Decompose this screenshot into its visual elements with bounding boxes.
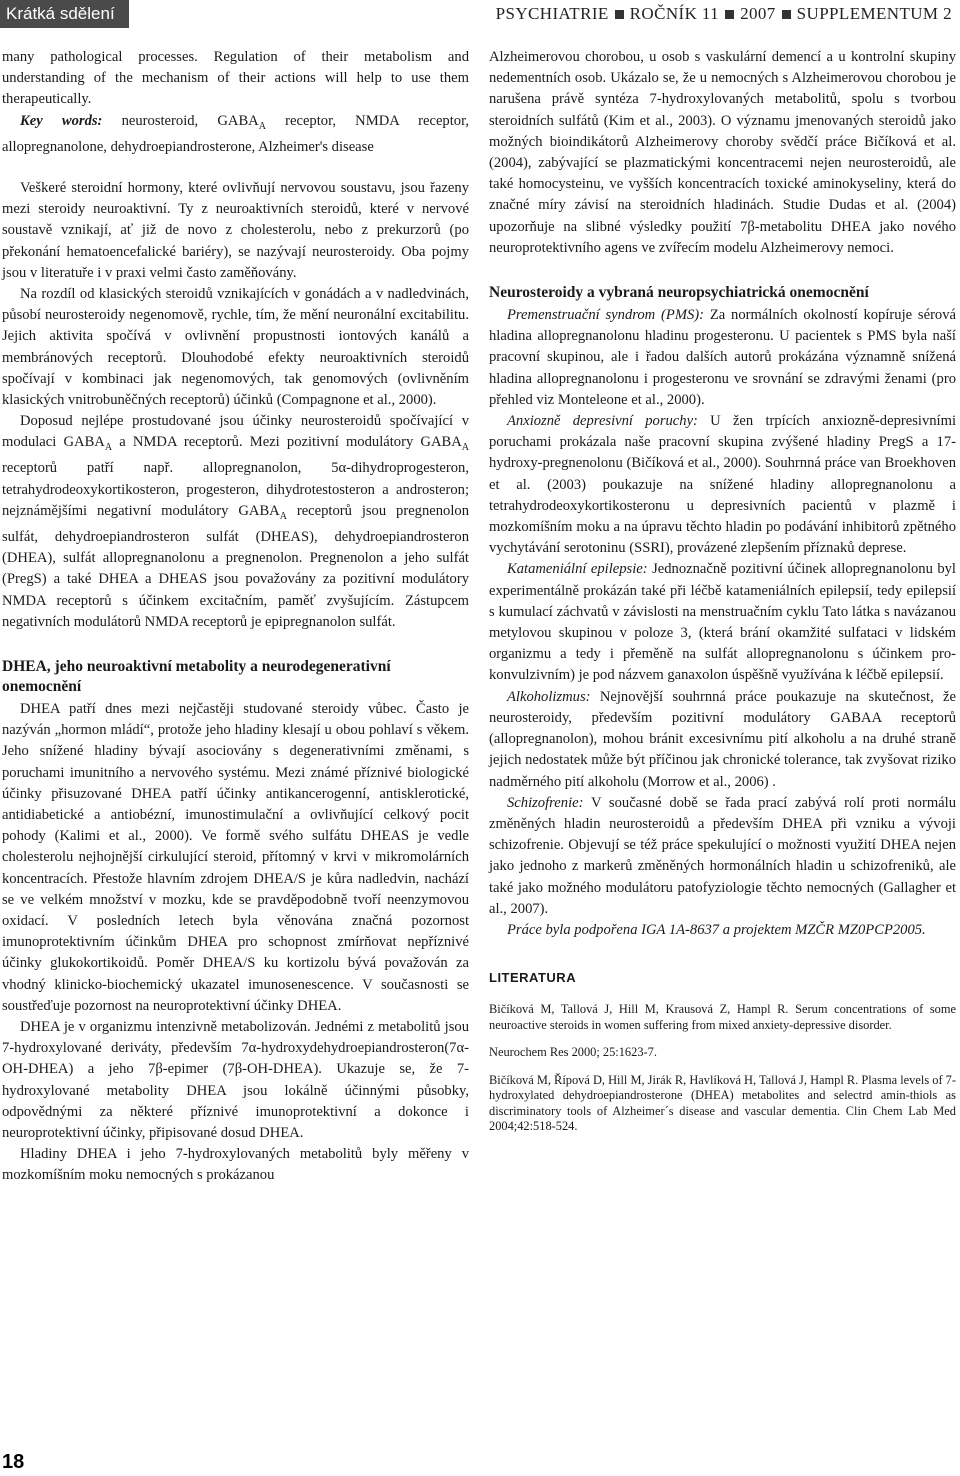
right-column (489, 47, 956, 1147)
section-label: Krátká sdělení (0, 0, 129, 28)
pms-paragraph (489, 305, 956, 411)
separator-square-icon (725, 10, 734, 19)
pms-label: Premenstruační syndrom (PMS): (507, 307, 704, 324)
journal-name: PSYCHIATRIE (495, 4, 609, 23)
separator-square-icon (782, 10, 791, 19)
journal-supplement: SUPPLEMENTUM 2 (796, 4, 952, 23)
page-number: 18 (2, 1451, 25, 1473)
pms-text: Za normálních okolností kopíruje sérová hladina allopregnanolonu hladinu progesteronu. U pacientek s PMS byla naší pracovní skupinou, ale i řadou dalších autorů prokázána významně snížená hladina allopregnanolonu i progesteronu ve srovnání se zdravými ženami (pro přehled viz Monteleone et al., 2000). (489, 307, 957, 408)
acknowledgement: Práce byla podpořena IGA 1A-8637 a projektem MZČR MZ0PCP2005. (507, 921, 926, 938)
journal-year: 2007 (740, 4, 776, 23)
anxiety-paragraph (489, 411, 956, 559)
abstract-end: many pathological processes. Regulation of their metabolism and understanding of the mechanism of their actions will help to use them therapeutically. (2, 49, 469, 108)
epilepsy-text: Jednoznačně pozitivní účinek allopregnanolonu byl experimentálně prokázán také při léčbě katameniálních epilepsií, tedy epilepsií s kumulací záchvatů v závislosti na menstruačním cyklu Tato látka s navázanou metylovou skupinou v poloze 3, (která brání okamžité sulfataci v lidském organizmu a tedy i přeměně na sulfát allopregnanolonu s účinkem pro-konvulzivním) je pod názvem ganaxolon úspěšně využívána k léčbě epilepsií. (489, 561, 956, 684)
keywords-text: neurosteroid, $GABA_A$ receptor, NMDA receptor, allopregnanolone, dehydroepiandrosterone, Alzheimer's disease (2, 112, 470, 155)
anxiety-label: Anxiozně depresivní poruchy: (507, 413, 698, 430)
left-column (2, 47, 469, 1187)
page-header (0, 0, 960, 30)
body-paragraph: Na rozdíl od klasických steroidů vznikajících v gonádách a v nadledvinách, působí neurosteroidy negenomově, rychle, tím, že mění neuronální excitabilitu. Jejich aktivita spočívá v ovlivnění propustnosti iontových kanálů a membránových receptorů. Dlouhodobé efekty neuroaktivních steroidů spočívají v kombinaci jak negenomových, tak genomových (ovlivněním klasických vnitrobuněčných receptorů) účinků (Compagnone et al., 2000). (2, 285, 469, 408)
keywords (2, 111, 469, 158)
reference-item: Bičíková M, Tallová J, Hill M, Krausová Z, Hampl R. Serum concentrations of some neuroactive steroids in women suffering from mixed anxiety-depressive disorder. (489, 1002, 956, 1032)
separator-square-icon (615, 10, 624, 19)
body-paragraph: Veškeré steroidní hormony, které ovlivňují nervovou soustavu, jsou řazeny mezi steroidy neuroaktivní. Ty z neuroaktivních steroidů, které v nervové soustavě vznikají, ať již de novo z cholesterolu, nebo z prekurzorů (po překonání hematoencefalické bariéry), se nazývají neurosteroidy. Oba pojmy jsou v literatuře i v praxi velmi často zaměňovány. (2, 179, 469, 281)
alcoholism-label: Alkoholizmus: (507, 688, 591, 705)
epilepsy-paragraph (489, 559, 956, 686)
alcoholism-paragraph (489, 687, 956, 793)
body-paragraph: Alzheimerovou chorobou, u osob s vaskulární demencí a u kontrolní skupiny nedementních osob. Ukázalo se, že u nemocných s Alzheimerovou chorobou je narušena právě syntéza 7-hydroxylovaných metabolitů, spolu s tvorbou steroidních sulfátů (Kim et al., 2003). O významu jmenovaných steroidů jako možných bioindikátorů Alzheimerovy choroby svědčí práce Bičíková et al. (2004), zabývající se plazmatickými koncentracemi nejen neurosteroidů, ale také homocysteinu, ve vyšších koncentracích toxické aminokyseliny, která do značné míry závisí na steroidních hladinách. Studie Dudas et al. (2004) upozorňuje na slibné výsledky použití 7β-metabolitu DHEA jako nového neuroprotektivního agens ve zvířecím modelu Alzheimerovy nemoci. (489, 49, 956, 256)
body-paragraph: Doposud nejlépe prostudované jsou účinky neurosteroidů spočívající v modulaci $GABA_A$ a NMDA receptorů. Mezi pozitivní modulátory $GABA_A$ receptorů patří např. allopregnanolon, 5α-dihydroprogesteron, tetrahydrodeoxykortikosteron, progesteron, dihydrotestosteron a androsteron; nejznámějšími negativní modulátory $GABA_A$ receptorů jsou pregnenolon sulfát, dehydroepiandrosteron sulfát (DHEAS), dehydroepiandrosteron (DHEA), sulfát allopregnanolonu a pregnenolon. Pregnenolon a jeho sulfát (PregS) a také DHEA a DHEAS jsou považovány za pozitivní modulátory NMDA receptorů s účinkem excitačním, paměť zvyšujícím. Zástupcem negativních modulátorů NMDA receptorů je epipregnanolon sulfát. (2, 413, 469, 630)
anxiety-text: U žen trpících anxiozně-depresivními poruchami prokázala naše pracovní skupina zvýšené hladiny PregS a 17-hydroxy-pregnenolonu (Bičíková et al., 2000). Souhrnná práce van Broekhoven et al. (2003) poukazuje na snížené hladiny allopregnanolonu a tetrahydrodeoxykortikosteronu u depresivních pacientů v plazmě i mozkomíšním moku a na úpravu těchto hladin po podávání inhibitorů zpětného vychytávání serotoninu (SSRI), provázené zlepšením příznaků deprese. (489, 413, 956, 557)
schizophrenia-paragraph (489, 793, 956, 920)
section-heading: Neurosteroidy a vybraná neuropsychiatrická onemocnění (489, 284, 869, 302)
body-paragraph: Hladiny DHEA i jeho 7-hydroxylovaných metabolitů byly měřeny v mozkomíšním moku nemocných s prokázanou (2, 1146, 469, 1184)
journal-volume: ROČNÍK 11 (629, 4, 720, 23)
body-paragraph: DHEA patří dnes mezi nejčastěji studované steroidy vůbec. Často je nazýván „hormon mládí“, protože jeho hladiny klesají u obou pohlaví s věkem. Jeho snížené hladiny bývají asociovány s degenerativními změnami, s poruchami imunitního a nervového systému. Mezi známé příznivé biologické účinky přisuzované DHEA patří účinky antikancerogenní, antisklerotické, antidiabetické a antiobézní, imunostimulační a ovlivňující celkový pocit pohody (Kalimi et al., 2000). Ve formě svého sulfátu DHEAS je vedle cholesterolu nejhojnější cirkulující steroid, přítomný v krvi v mikromolárních koncentracích. Přestože hlavním zdrojem DHEA/S je kůra nadledvin, nachází se ve velkém množství v mozku, kde se pravděpodobně tvoří neenzymovou oxidací. V posledních letech byla věnována značná pozornost imunoprotektivním účinkům DHEA pro schopnost zmírňovat nepříznivé účinky glukokortikoidů. Poměr DHEA/S ku kortizolu bývá považován za vhodný klinicko-biochemický ukazatel imunosenescence. V současnosti se soustřeďuje pozornost na neuroprotektivní účinky DHEA. (2, 701, 469, 1014)
alcoholism-text: Nejnovější souhrnná práce poukazuje na skutečnost, že neurosteroidy, především pozitivní modulátory GABAA receptorů (allopregnanolon), mohou bránit excesivnímu pití alkoholu a na druhé straně jejich nedostatek může být příčinou jak chronické tolerance, tak zvyšovat riziko nadměrného pití alkoholu (Morrow et al., 2006) . (489, 688, 957, 790)
reference-item: Bičíková M, Řípová D, Hill M, Jirák R, Havlíková H, Tallová J, Hampl R. Plasma levels of 7-hydroxylated dehydroepiandrosterone (DHEA) metabolites and selectrd amin-thiols as discriminatory tools of Alzheimer´s disease and vascular dementia. Clin Chem Lab Med 2004;42:518-524. (489, 1072, 956, 1134)
body-paragraph: DHEA je v organizmu intenzivně metabolizován. Jednémi z metabolitů jsou 7-hydroxylované deriváty, především 7α-hydroxydehydroepiandrosteron(7α-OH-DHEA) a jeho 7β-epimer (7β-OH-DHEA). Ukazuje se, že 7-hydroxylované metabolity DHEA jsou lokálně účinnými působky, odpovědnými za některé příznivé imunoprotektivní a dokonce i neuroprotektivní účinky, připisované dosud DHEA. (2, 1019, 469, 1142)
keywords-label: Key words: (20, 112, 103, 129)
epilepsy-label: Katameniální epilepsie: (507, 561, 648, 578)
schizophrenia-text: V současné době se řada prací zabývá rolí proti normálu změněných hladin neurosteroidů a především DHEA při vzniku a vývoji schizofrenie. Objevují se též práce spekulující o možnosti využití DHEA nejen jako jednoho z markerů změněných hormonálních hladin u schizofreniků, ale také jako možného modulátoru patofyziologie těchto nemocných (Gallagher et al., 2007). (489, 794, 956, 917)
references-heading: LITERATURA (489, 970, 577, 986)
schizophrenia-label: Schizofrenie: (507, 794, 584, 811)
section-heading: DHEA, jeho neuroaktivní metabolity a neurodegenerativní onemocnění (2, 658, 391, 695)
reference-item: Neurochem Res 2000; 25:1623-7. (489, 1045, 657, 1060)
journal-info (496, 4, 952, 24)
